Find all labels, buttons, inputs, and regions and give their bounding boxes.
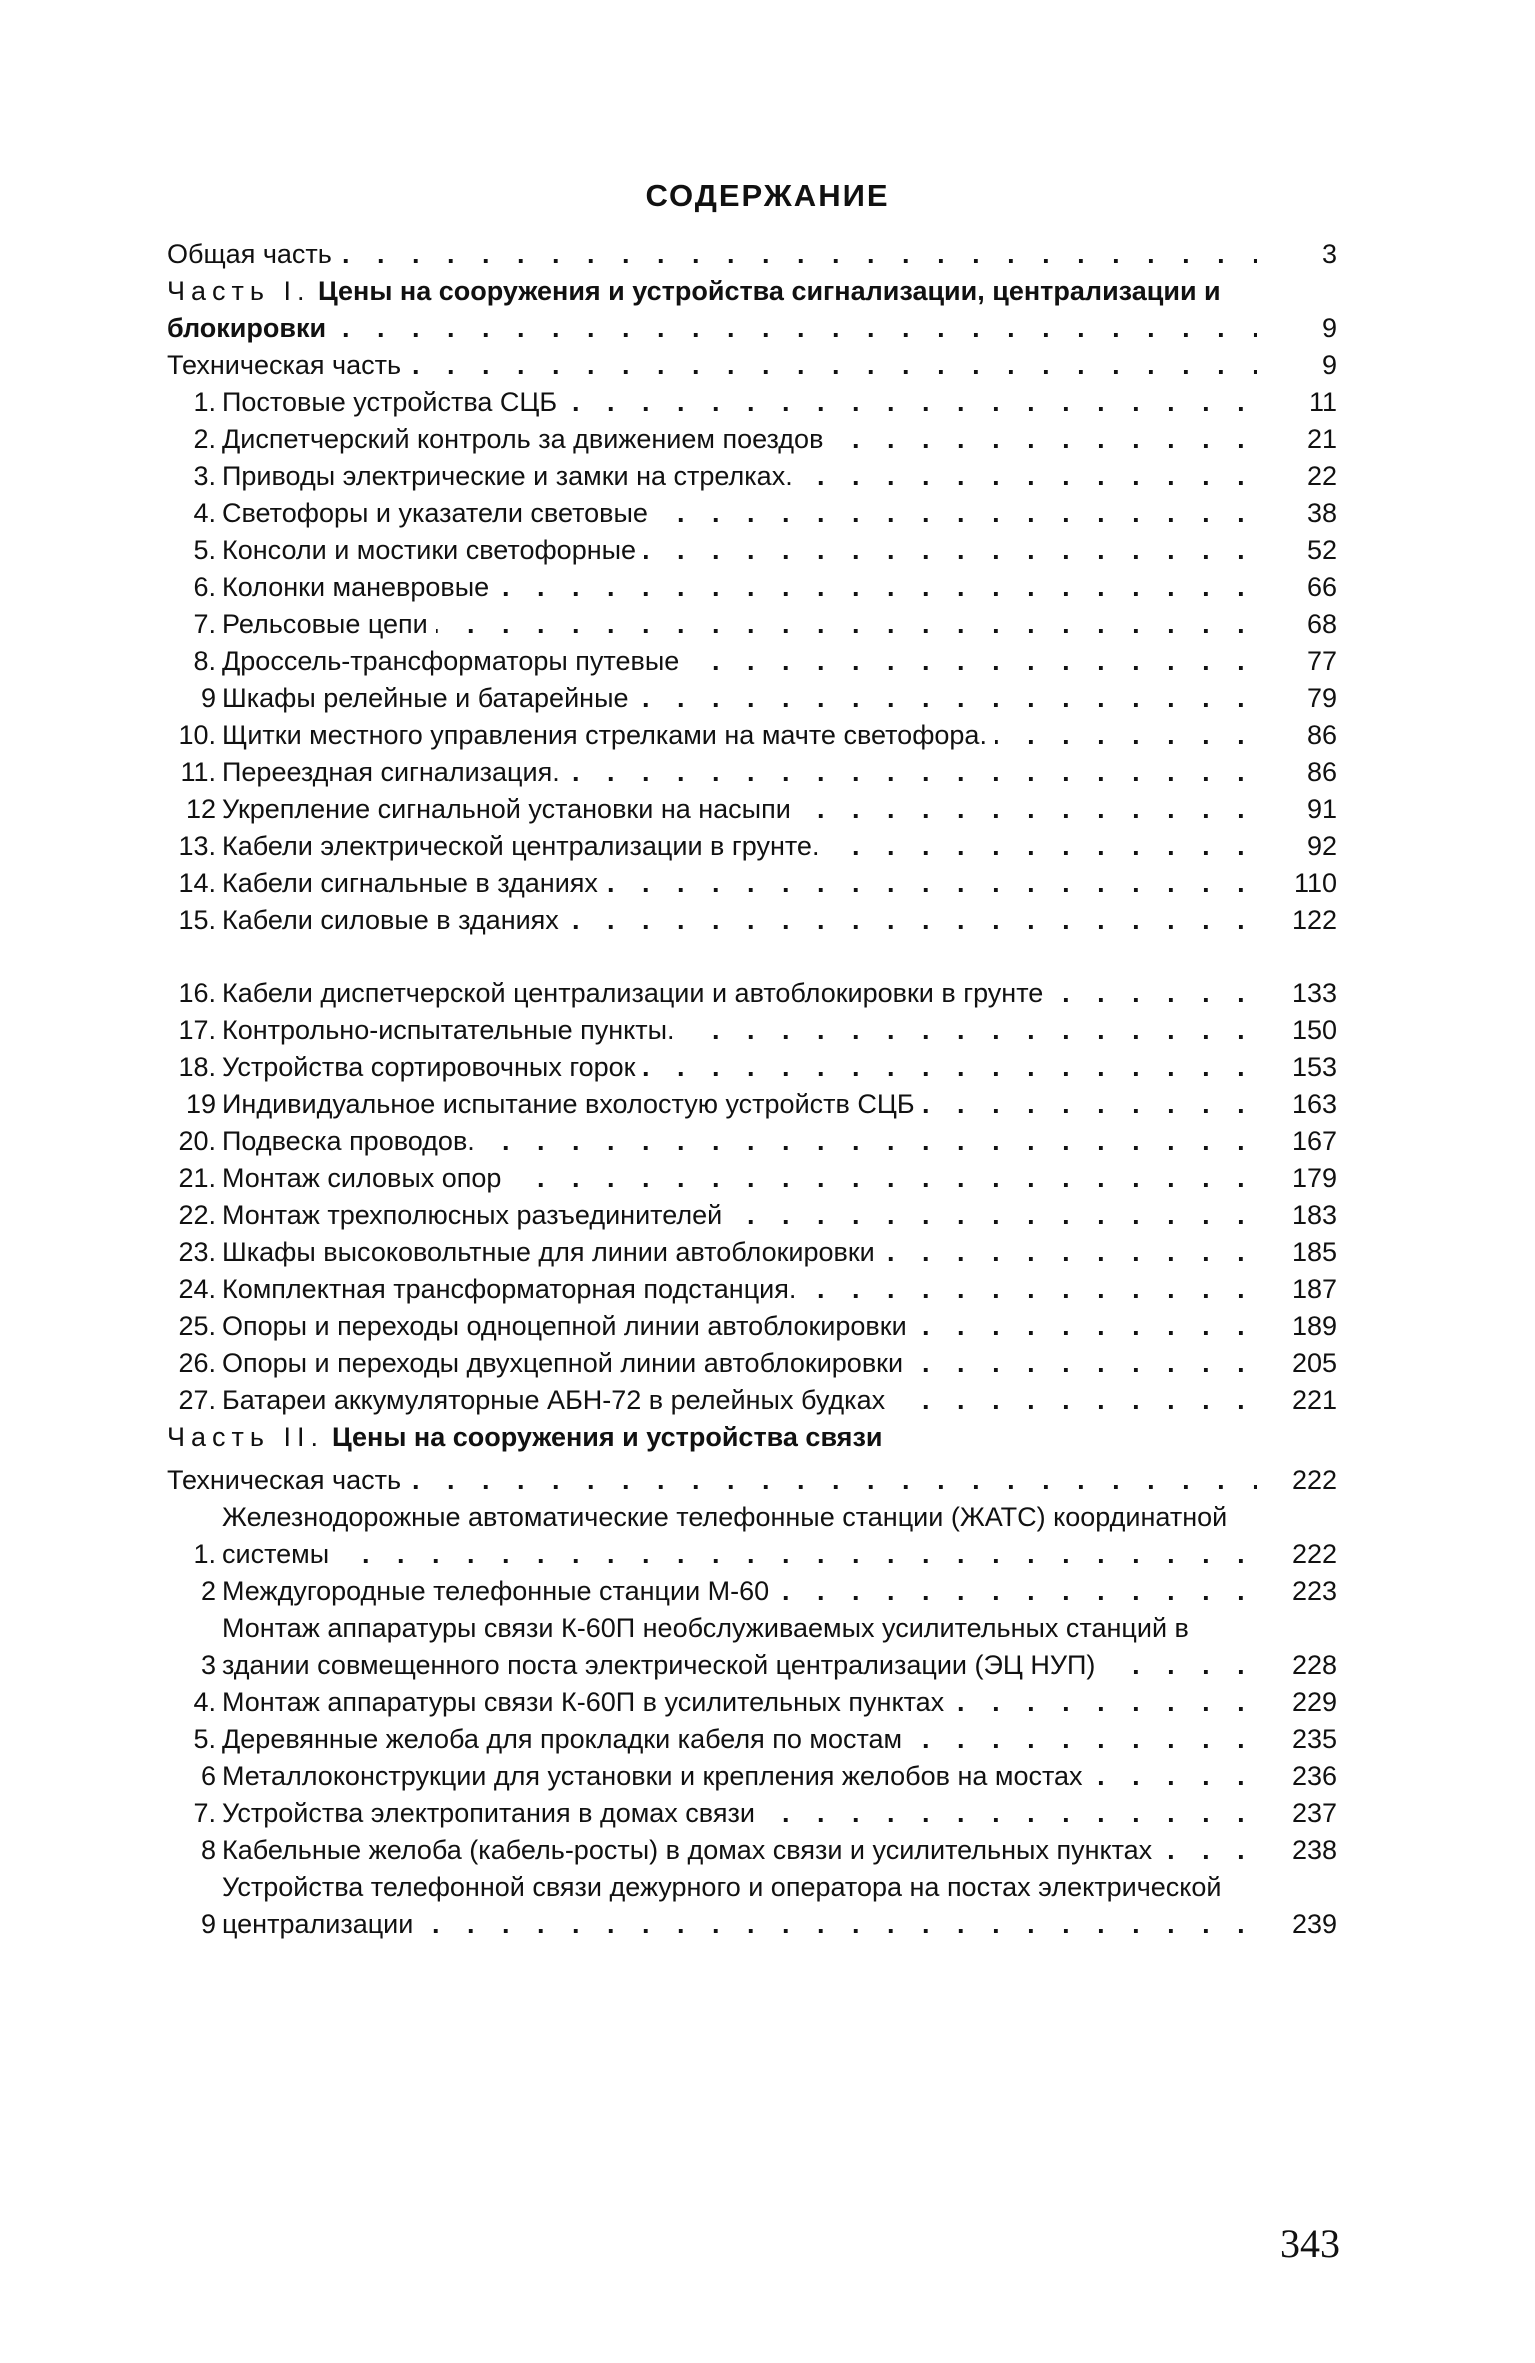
toc-entry-number: 6 xyxy=(200,1761,216,1791)
toc-entry-page: 92 xyxy=(1257,828,1337,865)
toc-entry-text: Постовые устройства СЦБ xyxy=(222,387,565,417)
toc-entry-text: Кабели сигнальные в зданиях xyxy=(222,868,606,898)
toc-entry-page: 91 xyxy=(1257,791,1337,828)
toc-entry xyxy=(167,791,1337,828)
toc-entry-page: 235 xyxy=(1257,1721,1337,1758)
toc-entry-text: Дроссель-трансформаторы путевые xyxy=(222,646,687,676)
toc-entry-page: 133 xyxy=(1257,975,1337,1012)
toc-entry-number: 5. xyxy=(193,1724,216,1754)
toc-entry-number: 12 xyxy=(185,794,216,824)
toc-entry xyxy=(167,606,1337,643)
toc-entry xyxy=(167,865,1337,902)
toc-entry xyxy=(167,1795,1337,1832)
toc-entry-text: Общая часть xyxy=(167,239,340,269)
toc-entry-page: 163 xyxy=(1257,1086,1337,1123)
toc-entry-page: 9 xyxy=(1257,347,1337,384)
part-2-items xyxy=(167,1499,1337,1943)
toc-entry xyxy=(167,828,1337,865)
part-1-items-cont xyxy=(167,975,1337,1419)
toc-entry-page: 110 xyxy=(1257,865,1337,902)
toc-entry-page: 21 xyxy=(1257,421,1337,458)
toc-entry-number: 7. xyxy=(193,1798,216,1828)
toc-entry-text: Колонки маневровые xyxy=(222,572,497,602)
toc-entry-text: Устройства сортировочных горок xyxy=(222,1052,643,1082)
toc-entry-text: Диспетчерский контроль за движением поездов xyxy=(222,424,831,454)
toc-entry-number: 11. xyxy=(180,757,216,787)
part-2-label: Часть II. xyxy=(167,1422,324,1452)
toc-entry-page: 183 xyxy=(1257,1197,1337,1234)
toc-entry-page: 189 xyxy=(1257,1308,1337,1345)
toc-entry xyxy=(167,643,1337,680)
toc-entry-number: 20. xyxy=(178,1126,216,1156)
toc-entry-number: 19 xyxy=(185,1089,216,1119)
toc-entry-number: 2. xyxy=(193,424,216,454)
toc-entry xyxy=(167,1308,1337,1345)
toc-entry-text: Шкафы высоковольтные для линии автоблокировки xyxy=(222,1237,883,1267)
toc-entry-text: Светофоры и указатели световые xyxy=(222,498,656,528)
part-1-technical xyxy=(167,347,1337,384)
toc-entry-number: 8. xyxy=(193,646,216,676)
toc-entry xyxy=(167,1012,1337,1049)
toc-entry-page: 86 xyxy=(1257,717,1337,754)
toc-entry-number: 23. xyxy=(178,1237,216,1267)
toc-entry-text: Монтаж аппаратуры связи К-60П в усилительных пунктах xyxy=(222,1687,952,1717)
part-2-technical xyxy=(167,1462,1337,1499)
toc-entry-number: 22. xyxy=(178,1200,216,1230)
toc-entry-number: 6. xyxy=(193,572,216,602)
toc-entry xyxy=(167,975,1337,1012)
toc-entry-number: 1. xyxy=(193,1539,216,1569)
toc-entry-number: 7. xyxy=(193,609,216,639)
toc-entry-page: 185 xyxy=(1257,1234,1337,1271)
toc-entry-text: Укрепление сигнальной установки на насыпи xyxy=(222,794,799,824)
toc-entry-page: 38 xyxy=(1257,495,1337,532)
toc-entry-page: 239 xyxy=(1257,1906,1337,1943)
toc-entry-text: Устройства телефонной связи дежурного и оператора на постах электрической централизации xyxy=(222,1872,1222,1939)
toc-entry-number: 13. xyxy=(178,831,216,861)
part-1-heading xyxy=(167,273,1337,347)
toc-entry xyxy=(167,1086,1337,1123)
toc-entry xyxy=(167,1234,1337,1271)
toc-entry-text: Комплектная трансформаторная подстанция. xyxy=(222,1274,804,1304)
toc-entry-text: Деревянные желоба для прокладки кабеля по мостам xyxy=(222,1724,910,1754)
toc-entry-text: Металлоконструкции для установки и крепления желобов на мостах xyxy=(222,1761,1091,1791)
toc-entry-text: Техническая часть xyxy=(167,350,409,380)
toc-entry-text: Междугородные телефонные станции М-60 xyxy=(222,1576,777,1606)
toc-entry-number: 14. xyxy=(178,868,216,898)
toc-entry-page: 222 xyxy=(1257,1462,1337,1499)
part-1-page: 9 xyxy=(1257,310,1337,347)
toc-entry-page: 187 xyxy=(1257,1271,1337,1308)
toc-entry-text: Опоры и переходы двухцепной линии автоблокировки xyxy=(222,1348,911,1378)
toc-entry-page: 236 xyxy=(1257,1758,1337,1795)
toc-entry-page: 66 xyxy=(1257,569,1337,606)
part-2-heading xyxy=(167,1419,1337,1456)
toc-entry-text: Консоли и мостики светофорные xyxy=(222,535,644,565)
toc-entry-page: 86 xyxy=(1257,754,1337,791)
toc-entry-page: 238 xyxy=(1257,1832,1337,1869)
toc-entry-text: Монтаж силовых опор xyxy=(222,1163,509,1193)
toc-entry-page: 3 xyxy=(1257,236,1337,273)
toc-entry-number: 9 xyxy=(200,683,216,713)
toc-entry-text: Кабели диспетчерской централизации и автоблокировки в грунте xyxy=(222,978,1051,1008)
toc-entry-number: 8 xyxy=(200,1835,216,1865)
toc-entry-number: 5. xyxy=(193,535,216,565)
toc-entry xyxy=(167,1832,1337,1869)
toc-entry xyxy=(167,680,1337,717)
toc-entry-number: 3 xyxy=(200,1650,216,1680)
toc-entry-page: 153 xyxy=(1257,1049,1337,1086)
toc-entry xyxy=(167,384,1337,421)
toc-entry-page: 229 xyxy=(1257,1684,1337,1721)
toc-entry-number: 21. xyxy=(178,1163,216,1193)
toc-entry-page: 223 xyxy=(1257,1573,1337,1610)
toc-entry-page: 228 xyxy=(1257,1647,1337,1684)
toc-entry-text: Шкафы релейные и батарейные xyxy=(222,683,637,713)
toc-entry xyxy=(167,421,1337,458)
page-number: 343 xyxy=(1280,2221,1340,2266)
toc-entry-text: Устройства электропитания в домах связи xyxy=(222,1798,763,1828)
toc-entry xyxy=(167,1345,1337,1382)
part-1-items xyxy=(167,384,1337,939)
toc-entry-page: 122 xyxy=(1257,902,1337,939)
toc-entry-page: 237 xyxy=(1257,1795,1337,1832)
toc-entry-page: 221 xyxy=(1257,1382,1337,1419)
toc-entry-number: 18. xyxy=(178,1052,216,1082)
toc-entry-number: 16. xyxy=(178,978,216,1008)
toc-entry xyxy=(167,1271,1337,1308)
toc-entry xyxy=(167,717,1337,754)
toc-entry xyxy=(167,532,1337,569)
toc-entry-text: Индивидуальное испытание вхолостую устройств СЦБ xyxy=(222,1089,923,1119)
toc-entry-page: 150 xyxy=(1257,1012,1337,1049)
toc-entry xyxy=(167,1197,1337,1234)
toc-entry-number: 15. xyxy=(178,905,216,935)
toc-entry-text: Железнодорожные автоматические телефонные станции (ЖАТС) координатной системы xyxy=(222,1502,1228,1569)
toc-entry-number: 26. xyxy=(178,1348,216,1378)
toc-entry-number: 17. xyxy=(178,1015,216,1045)
part-1-label: Часть I. xyxy=(167,276,311,306)
toc-entry-page: 167 xyxy=(1257,1123,1337,1160)
toc-entry xyxy=(167,1573,1337,1610)
toc-entry-page: 79 xyxy=(1257,680,1337,717)
toc-entry-page: 77 xyxy=(1257,643,1337,680)
toc-entry-number: 24. xyxy=(178,1274,216,1304)
toc-entry-number: 27. xyxy=(178,1385,216,1415)
toc-entry-text: Техническая часть xyxy=(167,1465,409,1495)
toc-entry-page: 68 xyxy=(1257,606,1337,643)
toc-entry xyxy=(167,1382,1337,1419)
toc-entry xyxy=(167,1610,1337,1684)
toc-entry-text: Кабели силовые в зданиях xyxy=(222,905,567,935)
toc-entry xyxy=(167,1684,1337,1721)
toc-entry-page: 222 xyxy=(1257,1536,1337,1573)
toc-entry-page: 52 xyxy=(1257,532,1337,569)
part-2-title: Цены на сооружения и устройства связи xyxy=(331,1422,883,1452)
toc-entry-page: 179 xyxy=(1257,1160,1337,1197)
toc-entry xyxy=(167,902,1337,939)
toc-entry-text: Рельсовые цепи xyxy=(222,609,436,639)
toc-entry-number: 25. xyxy=(178,1311,216,1341)
toc-entry-number: 4. xyxy=(193,1687,216,1717)
toc-entry xyxy=(167,1499,1337,1573)
toc-entry xyxy=(167,495,1337,532)
toc-entry xyxy=(167,569,1337,606)
toc-entry-text: Контрольно-испытательные пункты. xyxy=(222,1015,683,1045)
toc-entry-text: Кабели электрической централизации в грунте. xyxy=(222,831,827,861)
part-1-title: Цены на сооружения и устройства сигнализации, централизации и блокировки xyxy=(167,276,1221,343)
toc-entry-text: Батареи аккумуляторные АБН-72 в релейных будках xyxy=(222,1385,893,1415)
toc-entry xyxy=(167,1721,1337,1758)
toc-entry-text: Щитки местного управления стрелками на мачте светофора. xyxy=(222,720,995,750)
toc-entry xyxy=(167,754,1337,791)
toc-entry-number: 3. xyxy=(193,461,216,491)
toc-entry-page: 205 xyxy=(1257,1345,1337,1382)
toc-entry xyxy=(167,1049,1337,1086)
toc-entry-text: Подвеска проводов. xyxy=(222,1126,483,1156)
toc-entry-page: 11 xyxy=(1257,384,1337,421)
toc-entry-number: 1. xyxy=(193,387,216,417)
page-title: СОДЕРЖАНИЕ xyxy=(645,178,890,213)
toc-entry-number: 2 xyxy=(200,1576,216,1606)
toc-entry xyxy=(167,458,1337,495)
toc-entry-general xyxy=(167,236,1337,273)
toc-entry-text: Кабельные желоба (кабель-росты) в домах связи и усилительных пунктах xyxy=(222,1835,1160,1865)
toc-entry-page: 22 xyxy=(1257,458,1337,495)
toc-entry xyxy=(167,1123,1337,1160)
toc-entry xyxy=(167,1160,1337,1197)
toc-entry-text: Приводы электрические и замки на стрелках. xyxy=(222,461,801,491)
table-of-contents xyxy=(167,236,1337,1943)
toc-entry xyxy=(167,1869,1337,1943)
toc-entry-number: 4. xyxy=(193,498,216,528)
toc-entry-text: Монтаж трехполюсных разъединителей xyxy=(222,1200,730,1230)
toc-entry xyxy=(167,1758,1337,1795)
toc-entry-text: Переездная сигнализация. xyxy=(222,757,568,787)
toc-entry-number: 9 xyxy=(200,1909,216,1939)
toc-entry-text: Опоры и переходы одноцепной линии автоблокировки xyxy=(222,1311,915,1341)
toc-entry-text: Монтаж аппаратуры связи К-60П необслуживаемых усилительных станций в здании совмещенного поста электрической централизации (ЭЦ НУП) xyxy=(222,1613,1189,1680)
toc-entry-number: 10. xyxy=(178,720,216,750)
